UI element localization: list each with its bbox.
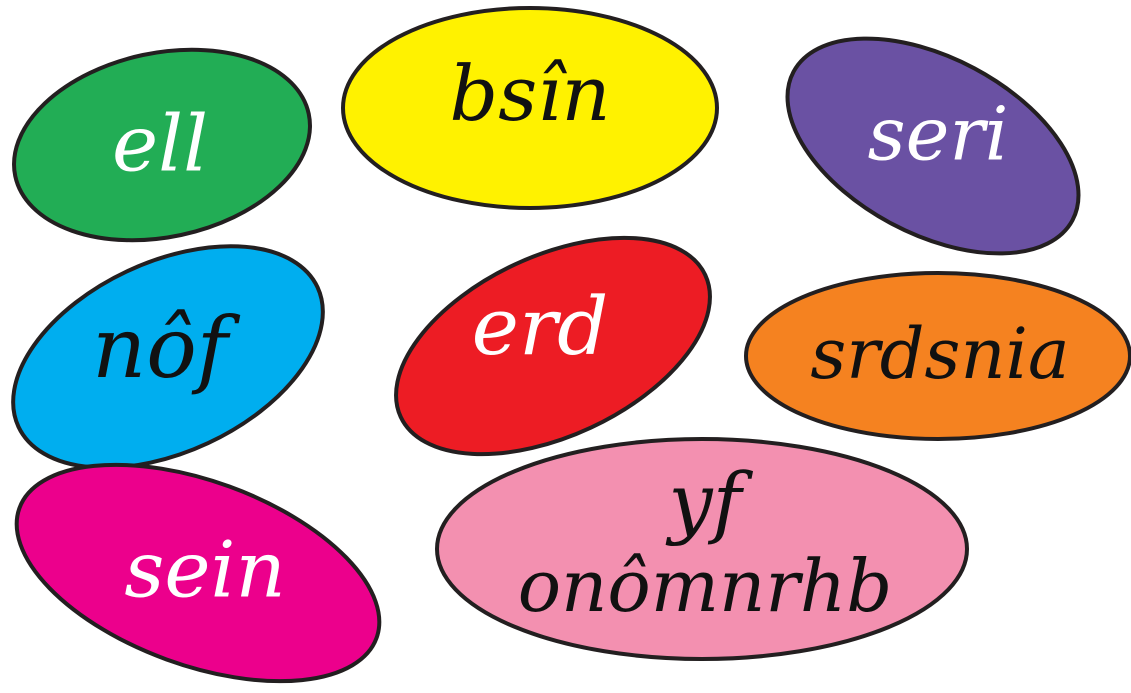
oval-word-bsin: bsîn bbox=[449, 49, 611, 138]
word-oval-yf-onomnrhb[interactable] bbox=[437, 439, 967, 659]
oval-word-erd: erd bbox=[471, 280, 609, 373]
oval-word-srdsnia: srdsnia bbox=[810, 313, 1070, 395]
oval-word-onomnrhb: onômnrhb bbox=[517, 544, 893, 628]
word-oval-srdsnia[interactable] bbox=[746, 273, 1130, 439]
word-oval-ell[interactable] bbox=[0, 24, 328, 266]
word-oval-seri[interactable] bbox=[752, 0, 1114, 298]
oval-word-ell: ell bbox=[111, 99, 209, 190]
word-oval-bsin[interactable] bbox=[343, 8, 717, 208]
oval-word-seri: seri bbox=[867, 91, 1009, 178]
oval-word-yf: yf bbox=[668, 457, 742, 548]
oval-word-sein: sein bbox=[124, 525, 286, 616]
word-oval-nof[interactable] bbox=[0, 201, 358, 513]
oval-word-nof: nôf bbox=[92, 299, 228, 397]
